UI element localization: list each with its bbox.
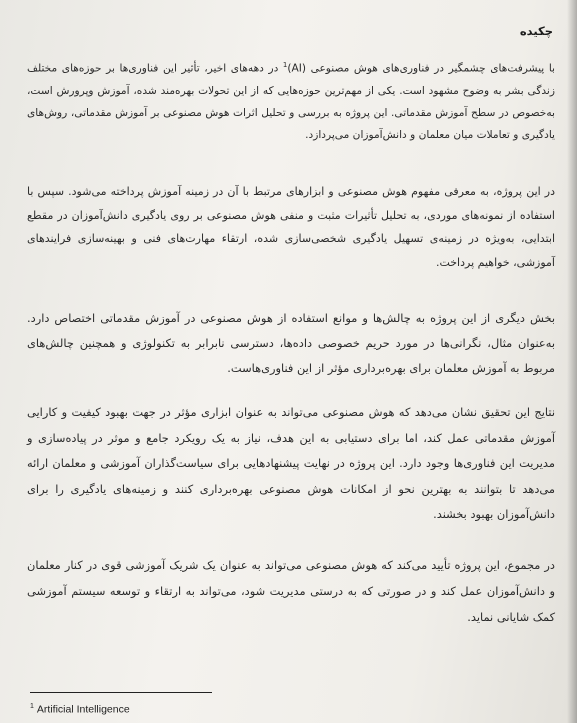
footnote-divider <box>30 692 212 693</box>
paragraph-1-rest: در دهه‌های اخیر، تأثیر این فناوری‌ها بر حوزه‌های مختلف زندگی بشر به وضوح مشهود است. یکی از مهم‌ترین حوزه‌هایی که از این تحولات بهره‌مند شده، آموزش وپرورش است، به‌خصوص در سطح آموزش مقدماتی. این پروژه به بررسی و تحلیل اثرات هوش مصنوعی بر آموزش مقدماتی، روش‌های یادگیری و تعاملات میان معلمان و دانش‌آموزان می‌پردازد. <box>27 62 555 141</box>
paragraph-4: نتایج این تحقیق نشان می‌دهد که هوش مصنوعی می‌تواند به عنوان ابزاری مؤثر در جهت بهبود کیفیت و کارایی آموزش مقدماتی عمل کند، اما برای دستیابی به این هدف، نیاز به یک رویکرد جامع و موثر در پیاده‌سازی و مدیریت این فناوری‌ها وجود دارد. این پروژه در نهایت پیشنهادهایی برای سیاست‌گذاران آموزشی و معلمان ارائه می‌دهد تا بتوانند به بهترین نحو از امکانات هوش مصنوعی بهره‌برداری کنند و زمینه‌های یادگیری را برای دانش‌آموزان بهبود بخشند. <box>27 405 555 521</box>
footnote <box>30 703 130 716</box>
paragraph-2: در این پروژه، به معرفی مفهوم هوش مصنوعی و ابزارهای مرتبط با آن در زمینه آموزش پرداخته می‌شود. سپس با استفاده از نمونه‌های موردی، به تحلیل تأثیرات مثبت و منفی هوش مصنوعی بر روی یادگیری دانش‌آموزان در مقطع ابتدایی، به‌ویژه در زمینه‌ی تسهیل یادگیری شخصی‌سازی شده، ارتقاء مهارت‌های فنی و بهینه‌سازی فرایندهای آموزشی، خواهیم پرداخت. <box>27 185 555 269</box>
page-edge-shadow <box>567 0 577 723</box>
paragraph-1-start: با پیشرفت‌های چشمگیر در فناوری‌های هوش مصنوعی (AI) <box>287 62 556 75</box>
paragraph-3: بخش دیگری از این پروژه به چالش‌ها و موانع استفاده از هوش مصنوعی در آموزش مقدماتی اختصاص دارد. به‌عنوان مثال، نگرانی‌ها در مورد حریم خصوصی داده‌ها، دسترسی نابرابر به تکنولوژی و همچنین چالش‌های مربوط به آموزش معلمان برای بهره‌برداری مؤثر از این فناوری‌هاست. <box>27 311 555 375</box>
footnote-reference: 1 <box>282 61 288 69</box>
abstract-heading: چکیده <box>519 24 553 38</box>
footnote-text: Artificial Intelligence <box>36 703 130 716</box>
footnote-number: 1 <box>30 703 34 710</box>
paragraph-1 <box>27 54 555 146</box>
paragraph-5: در مجموع، این پروژه تأیید می‌کند که هوش مصنوعی می‌تواند به عنوان یک شریک آموزشی قوی در کنار معلمان و دانش‌آموزان عمل کند و در صورتی که به درستی مدیریت شود، می‌تواند به ارتقاء و توسعه سیستم آموزشی کمک شایانی نماید. <box>27 558 555 624</box>
